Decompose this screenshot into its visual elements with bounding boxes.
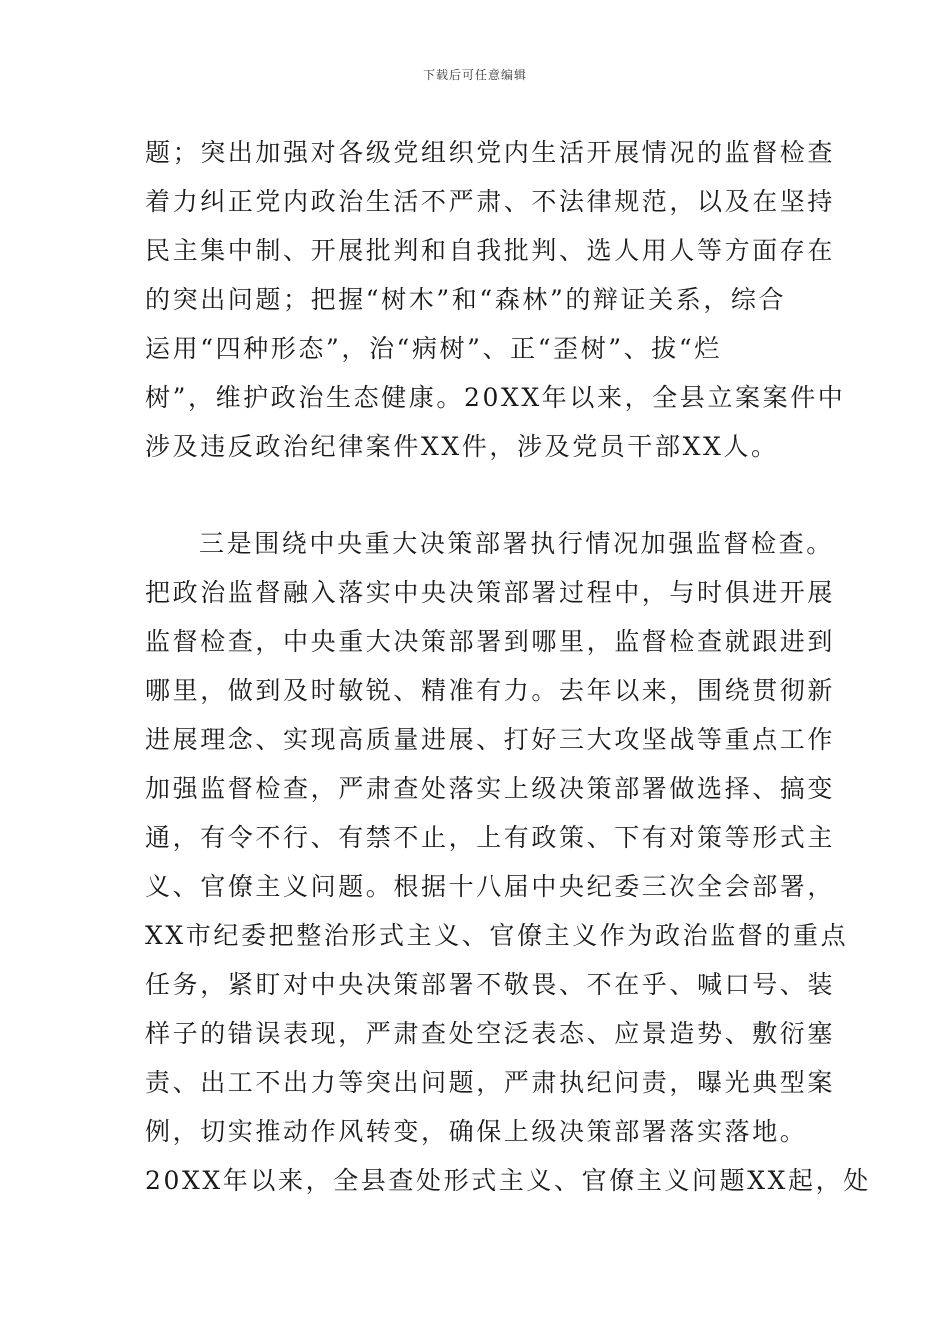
text-line: 责、出工不出力等突出问题，严肃执纪问责，曝光典型案 [145,1068,836,1097]
text-line: 例，切实推动作风转变，确保上级决策部署落实落地。 [145,1117,808,1146]
text-line: 把政治监督融入落实中央决策部署过程中，与时俱进开展 [145,578,836,607]
document-body [145,128,871,1205]
text-line: XX市纪委把整治形式主义、官僚主义作为政治监督的重点 [145,921,849,950]
text-line: 通，有令不行、有禁不止，上有政策、下有对策等形式主 [145,823,836,852]
page-header: 下载后可任意编辑 [422,68,527,82]
text-line: 进展理念、实现高质量进展、打好三大攻坚战等重点工作 [145,725,836,754]
text-line: 树”，维护政治生态健康。20XX年以来，全县立案案件中 [145,383,846,412]
text-line: 样子的错误表现，严肃查处空泛表态、应景造势、敷衍塞 [145,1019,836,1048]
text-line: 运用“四种形态”，治“病树”、正“歪树”、拔“烂 [145,334,722,363]
text-line: 20XX年以来，全县查处形式主义、官僚主义问题XX起，处 [145,1166,871,1195]
text-line: 义、官僚主义问题。根据十八届中央纪委三次全会部署， [145,872,836,901]
text-line: 加强监督检查，严肃查处落实上级决策部署做选择、搞变 [145,774,836,803]
text-line: 任务，紧盯对中央决策部署不敬畏、不在乎、喊口号、装 [145,970,836,999]
text-line-first: 三是围绕中央重大决策部署执行情况加强监督检查。 [199,529,834,558]
paragraph-gap [145,471,825,519]
paragraph-political-discipline [145,128,846,471]
text-line: 民主集中制、开展批判和自我批判、选人用人等方面存在 [145,236,836,265]
text-line: 的突出问题；把握“树木”和“森林”的辩证关系，综合 [145,285,787,314]
text-line: 着力纠正党内政治生活不严肃、不法律规范，以及在坚持 [145,187,836,216]
text-line: 题；突出加强对各级党组织党内生活开展情况的监督检查 [145,138,836,167]
text-line: 哪里，做到及时敏锐、精准有力。去年以来，围绕贯彻新 [145,676,836,705]
paragraph-central-decisions [145,519,871,1205]
text-line: 监督检查，中央重大决策部署到哪里，监督检查就跟进到 [145,627,836,656]
text-line: 涉及违反政治纪律案件XX件，涉及党员干部XX人。 [145,432,779,461]
